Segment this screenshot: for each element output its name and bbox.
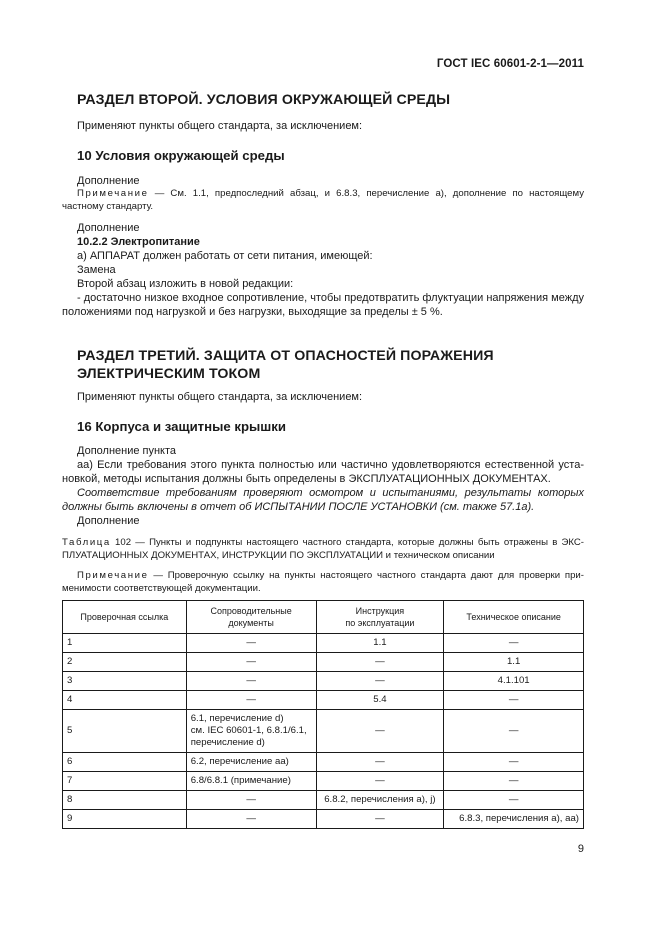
cell-instr: — bbox=[316, 672, 444, 691]
cell-docs: 6.2, перечисление аа) bbox=[186, 753, 316, 772]
cell-instr: — bbox=[316, 772, 444, 791]
table-102-note-line-2: менимости соответствующей документации. bbox=[62, 583, 261, 594]
table-row bbox=[63, 691, 584, 710]
cell-tech: — bbox=[444, 753, 584, 772]
table-note-text: — Проверочную ссылку на пункты настоящего частного стандарта дают для проверки при- bbox=[153, 570, 584, 581]
page-number: 9 bbox=[577, 843, 584, 855]
cell-docs: — bbox=[186, 653, 316, 672]
compliance-line-2: должны быть включены в отчет об ИСПЫТАНИИ ПОСЛЕ УСТАНОВКИ (см. также 57.1а). bbox=[62, 501, 535, 513]
table-row bbox=[63, 791, 584, 810]
clause-10-title: 10 Условия окружающей среды bbox=[77, 148, 285, 163]
clause-16-addition-point: Дополнение пункта bbox=[77, 445, 177, 457]
header-ref: Проверочная ссылка bbox=[63, 601, 187, 634]
table-row bbox=[63, 634, 584, 653]
cell-tech: — bbox=[444, 634, 584, 653]
table-row bbox=[63, 653, 584, 672]
cell-docs: — bbox=[186, 634, 316, 653]
replacement-label: Замена bbox=[77, 264, 116, 276]
cell-ref: 7 bbox=[63, 772, 187, 791]
table-row bbox=[63, 810, 584, 829]
cell-ref: 5 bbox=[63, 710, 187, 753]
cell-ref: 4 bbox=[63, 691, 187, 710]
clause-10-note-line-1 bbox=[77, 188, 584, 201]
cell-docs: — bbox=[186, 691, 316, 710]
clause-10-addition: Дополнение bbox=[77, 175, 140, 187]
table-label: Таблица bbox=[62, 537, 111, 548]
clause-16-addition: Дополнение bbox=[77, 515, 140, 527]
header-docs-line-1: Сопроводительные bbox=[210, 606, 292, 616]
cell-ref: 8 bbox=[63, 791, 187, 810]
cell-instr: 6.8.2, перечисления а), j) bbox=[316, 791, 444, 810]
cell-instr: 5.4 bbox=[316, 691, 444, 710]
header-instr-line-2: по эксплуатации bbox=[345, 618, 415, 628]
section-2-title: РАЗДЕЛ ВТОРОЙ. УСЛОВИЯ ОКРУЖАЮЩЕЙ СРЕДЫ bbox=[77, 92, 451, 108]
note-label: Примечание bbox=[77, 188, 149, 199]
cell-docs: — bbox=[186, 672, 316, 691]
table-102 bbox=[62, 600, 584, 829]
section-3-title bbox=[77, 347, 494, 383]
cell-ref: 3 bbox=[63, 672, 187, 691]
table-caption-text: 102 — Пункты и подпункты настоящего частного стандарта, которые должны быть отражены в ЭКС- bbox=[115, 537, 584, 548]
table-header-row bbox=[63, 601, 584, 634]
table-row bbox=[63, 672, 584, 691]
cell-tech: 6.8.3, перечисления а), аа) bbox=[444, 810, 584, 829]
cell-tech: — bbox=[444, 691, 584, 710]
document-code: ГОСТ IEC 60601-2-1—2011 bbox=[436, 58, 584, 70]
cell-docs: — bbox=[186, 791, 316, 810]
cell-tech: 1.1 bbox=[444, 653, 584, 672]
cell-docs-line-2: см. IEC 60601-1, 6.8.1/6.1, bbox=[190, 725, 307, 736]
cell-instr: — bbox=[316, 653, 444, 672]
header-docs bbox=[186, 601, 316, 634]
cell-tech: 4.1.101 bbox=[444, 672, 584, 691]
subclause-10-2-2-title: 10.2.2 Электропитание bbox=[77, 236, 200, 248]
clause-10-addition-2: Дополнение bbox=[77, 222, 140, 234]
clause-10-note-line-2: частному стандарту. bbox=[62, 201, 154, 212]
section-2-intro: Применяют пункты общего стандарта, за исключением: bbox=[77, 120, 363, 132]
second-paragraph-label: Второй абзац изложить в новой редакции: bbox=[77, 278, 294, 290]
item-a: а) АППАРАТ должен работать от сети питания, имеющей: bbox=[77, 250, 373, 262]
requirement-line-1: - достаточно низкое входное сопротивление, чтобы предотвратить флуктуации напряжения между bbox=[77, 292, 584, 304]
cell-docs: 6.8/6.8.1 (примечание) bbox=[186, 772, 316, 791]
cell-tech: — bbox=[444, 710, 584, 753]
cell-docs-line-3: перечисление d) bbox=[190, 737, 265, 748]
cell-ref: 2 bbox=[63, 653, 187, 672]
cell-docs bbox=[186, 710, 316, 753]
note-text: — См. 1.1, предпоследний абзац, и 6.8.3, перечисление а), дополнение по настоящему bbox=[154, 188, 584, 199]
cell-tech: — bbox=[444, 791, 584, 810]
table-note-label: Примечание bbox=[77, 570, 149, 581]
cell-instr: — bbox=[316, 810, 444, 829]
cell-tech: — bbox=[444, 772, 584, 791]
cell-instr: — bbox=[316, 710, 444, 753]
cell-ref: 1 bbox=[63, 634, 187, 653]
header-docs-line-2: документы bbox=[228, 618, 274, 628]
clause-10-note bbox=[77, 188, 584, 201]
compliance-line-1: Соответствие требованиям проверяют осмотром и испытаниями, результаты которых bbox=[77, 487, 584, 499]
table-102-caption-line-2: ПЛУАТАЦИОННЫХ ДОКУМЕНТАХ, ИНСТРУКЦИИ ПО ЭКСПЛУАТАЦИИ и техническом описании bbox=[62, 550, 495, 561]
aa-line-2: новкой, методы испытания должны быть определены в ЭКСПЛУАТАЦИОННЫХ ДОКУМЕНТАХ. bbox=[62, 473, 551, 485]
header-instructions bbox=[316, 601, 444, 634]
cell-ref: 6 bbox=[63, 753, 187, 772]
table-row bbox=[63, 710, 584, 753]
header-instr-line-1: Инструкция bbox=[355, 606, 405, 616]
table-102-note-line-1 bbox=[77, 570, 584, 583]
section-3-title-line-1: РАЗДЕЛ ТРЕТИЙ. ЗАЩИТА ОТ ОПАСНОСТЕЙ ПОРАЖЕНИЯ bbox=[77, 348, 494, 364]
header-technical: Техническое описание bbox=[444, 601, 584, 634]
cell-ref: 9 bbox=[63, 810, 187, 829]
aa-line-1: аа) Если требования этого пункта полностью или частично удовлетворяются естественной уста- bbox=[77, 459, 584, 471]
cell-instr: 1.1 bbox=[316, 634, 444, 653]
cell-docs: — bbox=[186, 810, 316, 829]
section-3-title-line-2: ЭЛЕКТРИЧЕСКИМ ТОКОМ bbox=[77, 366, 261, 382]
table-102-caption-line-1 bbox=[62, 537, 584, 550]
table-row bbox=[63, 772, 584, 791]
clause-16-title: 16 Корпуса и защитные крышки bbox=[77, 419, 286, 434]
cell-docs-line-1: 6.1, перечисление d) bbox=[190, 713, 284, 724]
requirement-line-2: положениями под нагрузкой и без нагрузки, выходящие за пределы ± 5 %. bbox=[62, 306, 443, 318]
table-row bbox=[63, 753, 584, 772]
cell-instr: — bbox=[316, 753, 444, 772]
section-3-intro: Применяют пункты общего стандарта, за исключением: bbox=[77, 391, 363, 403]
